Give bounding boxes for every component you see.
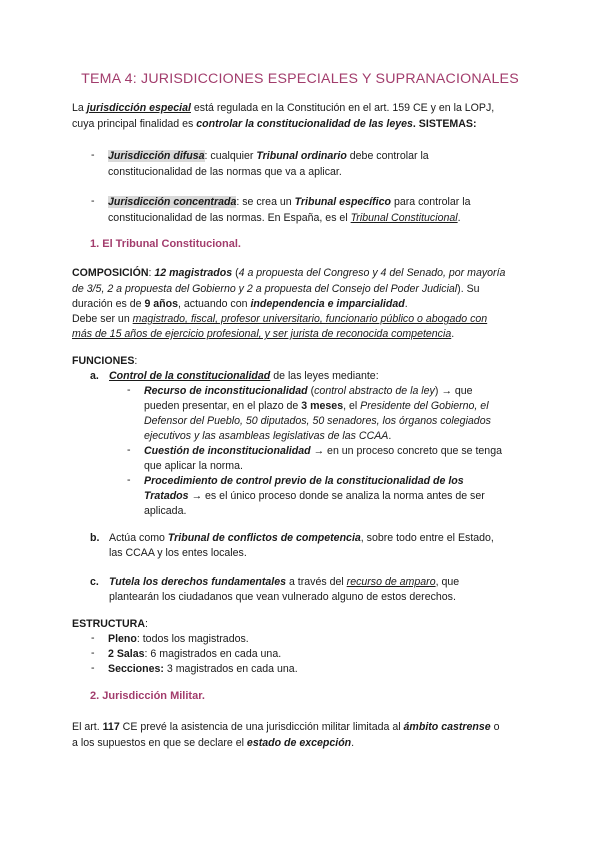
plazo: 3 meses [301,400,344,412]
text: Secciones: [108,663,164,675]
estructura-item-salas [108,647,281,662]
recurso-line-3 [144,414,491,429]
cuestion-line-2: que aplicar la norma. [144,460,243,472]
text: : cualquier [204,150,257,162]
text: ) → que [434,385,473,397]
sistema-difusa-line-1 [108,149,429,164]
text: → es el único proceso donde se analiza la norma antes de ser [188,490,485,502]
text: . [451,328,455,340]
text: , el [343,400,361,412]
estructura-heading [72,617,148,632]
text: ( [232,267,239,279]
text: 2 Salas [108,648,145,660]
section-heading-1: 1. El Tribunal Constitucional. [90,238,241,250]
sistema-concentrada-line-2 [108,211,461,226]
composicion-line-5 [72,327,454,342]
bullet-dash: - [91,149,95,161]
text: La [72,102,87,114]
text: debe controlar la [346,150,429,162]
recurso-line-2 [144,399,489,414]
sistemas-label: . SISTEMAS: [412,118,477,130]
text: control abstracto de la ley [314,385,435,397]
funciones-label: FUNCIONES [72,355,135,367]
militar-line-2 [72,736,354,751]
bullet-dash: - [91,647,95,659]
text: a. [90,370,99,382]
tribunal-ordinario: Tribunal ordinario [256,150,347,162]
text: de las leyes mediante: [270,370,379,382]
text: para controlar la [391,196,471,208]
estructura-item-secciones [108,662,298,677]
composicion-line-2 [72,282,480,297]
text: Presidente del Gobierno, el [360,400,489,412]
composicion-line-4 [72,312,487,327]
text: duración es de [72,298,145,310]
funciones-heading [72,354,137,369]
text: cuya principal finalidad es [72,118,197,130]
text: de 3/5, 2 a propuesta del Gobierno y 2 a propuesta del Consejo del Poder Judicial [72,283,458,295]
procedimiento-line-3: aplicada. [144,505,187,517]
bullet-dash: - [91,662,95,674]
bullet-dash: - [91,195,95,207]
text: . [388,430,392,442]
text: : 6 magistrados en cada una. [144,648,282,660]
recurso-amparo: recurso de amparo [346,576,436,588]
tribunal-especifico: Tribunal específico [294,196,391,208]
funcion-b-line-1 [109,531,494,546]
text: constitucionalidad de las normas. En España, es el [108,212,351,224]
term-concentrada: Jurisdicción concentrada [108,196,237,208]
text: a los supuestos en que se declare el [72,737,247,749]
term-difusa: Jurisdicción difusa [108,150,205,162]
tribunal-constitucional-link: Tribunal Constitucional [350,212,458,224]
page-title: TEMA 4: JURISDICCIONES ESPECIALES Y SUPRANACIONALES [81,71,519,87]
text: Actúa como [109,532,168,544]
text: , que [435,576,460,588]
text: CE prevé la asistencia de una jurisdicción militar limitada al [119,721,404,733]
intro-line-1 [72,101,494,116]
recurso-inconstitucionalidad: Recurso de inconstitucionalidad [144,385,308,397]
sistema-concentrada-line-1 [108,195,471,210]
text: , actuando con [178,298,251,310]
text: pueden presentar, en el plazo de [144,400,302,412]
text: : todos los magistrados. [136,633,249,645]
independencia: independencia e imparcialidad [250,298,405,310]
letter-c [90,575,99,590]
estructura-item-pleno [108,632,249,647]
text: . [457,212,461,224]
recurso-line-4 [144,429,391,444]
tribunal-conflictos: Tribunal de conflictos de competencia [167,532,361,544]
art-117: 117 [102,721,120,733]
estructura-label: ESTRUCTURA [72,618,145,630]
militar-line-1 [72,720,500,735]
text: 4 a propuesta del Congreso y 4 del Senado, por mayoría [238,267,506,279]
text: está regulada en la Constitución en el art. 159 CE y en la LOPJ, [190,102,495,114]
text: Pleno [108,633,137,645]
text: . [351,737,355,749]
intro-term: jurisdicción especial [86,102,191,114]
text: : se crea un [236,196,295,208]
text: o [490,721,500,733]
text: , sobre todo entre el Estado, [360,532,494,544]
num-magistrados: 12 magistrados [154,267,233,279]
ambito-castrense: ámbito castrense [403,721,491,733]
text: : [134,355,138,367]
tutela-derechos: Tutela los derechos fundamentales [109,576,287,588]
funcion-a [109,369,379,384]
text: ( [307,385,315,397]
text: El art. [72,721,103,733]
bullet-dash: - [127,444,131,456]
duracion: 9 años [144,298,179,310]
bullet-dash: - [91,632,95,644]
funcion-b-line-2: las CCAA y los entes locales. [109,547,247,559]
procedimiento-control-previo: Procedimiento de control previo de la constitucionalidad de los [144,475,464,487]
control-constitucionalidad: Control de la constitucionalidad [109,370,271,382]
composicion-label: COMPOSICIÓN [72,267,149,279]
text: b. [90,532,100,544]
intro-line-2 [72,117,477,132]
estado-excepcion: estado de excepción [246,737,352,749]
text: ). Su [457,283,480,295]
text: a través del [286,576,347,588]
sistema-difusa-line-2: constitucionalidad de las normas que va a aplicar. [108,166,342,178]
text: . [404,298,408,310]
funcion-c-line-1 [109,575,459,590]
procedimiento-line-2 [144,489,485,504]
letter-b [90,531,99,546]
requisitos-cont: más de 15 años de ejercicio profesional, y ser jurista de reconocida competencia [72,328,452,340]
letter-a [90,369,99,384]
section-heading-2: 2. Jurisdicción Militar. [90,690,205,702]
procedimiento-line-1 [144,474,464,489]
text: 3 magistrados en cada una. [163,663,298,675]
composicion-line-3 [72,297,408,312]
bullet-dash: - [127,474,131,486]
text: Defensor del Pueblo, 50 diputados, 50 senadores, los órganos colegiados [144,415,491,427]
text: ejecutivos y las asambleas legislativas de las CCAA [144,430,389,442]
intro-goal: controlar la constitucionalidad de las leyes [196,118,413,130]
cuestion-line-1 [144,444,502,459]
cuestion-inconstitucionalidad: Cuestión de inconstitucionalidad [144,445,311,457]
text: Debe ser un [72,313,133,325]
funcion-c-line-2: plantearán los ciudadanos que vean vulnerado alguno de estos derechos. [109,591,456,603]
text: : [144,618,148,630]
text: : [148,267,155,279]
text: c. [90,576,99,588]
recurso-line-1 [144,384,473,399]
tratados: Tratados [144,490,189,502]
bullet-dash: - [127,384,131,396]
requisitos: magistrado, fiscal, profesor universitario, funcionario público o abogado con [132,313,488,325]
text: → en un proceso concreto que se tenga [310,445,502,457]
composicion-line-1 [72,266,505,281]
